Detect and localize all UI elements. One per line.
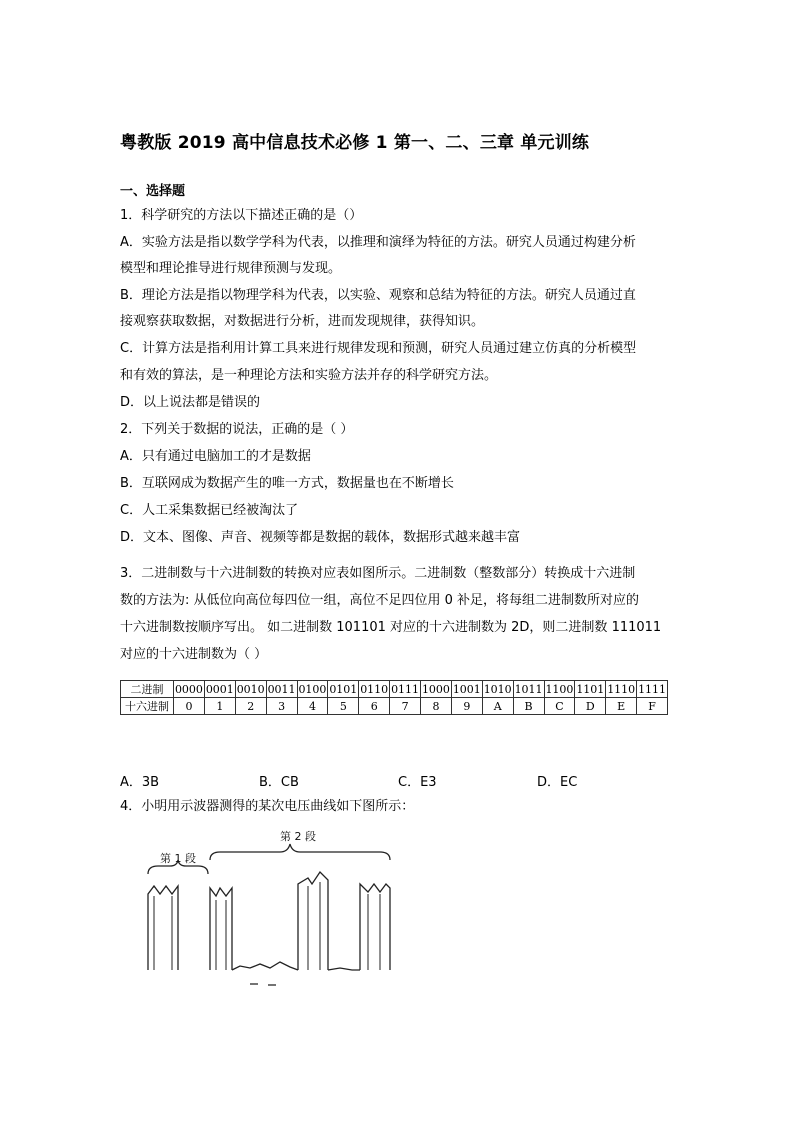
binary-cell: 0010 <box>236 682 265 696</box>
binary-cell: 0110 <box>360 682 389 696</box>
q1-option-a-line2: 模型和理论推导进行规律预测与发现。 <box>120 261 342 276</box>
oscilloscope-figure <box>140 822 420 990</box>
binary-cell: 0011 <box>267 682 296 696</box>
waveform-low-segment-2 <box>328 968 360 970</box>
q1-option-b-line1: B．理论方法是指以物理学科为代表，以实验、观察和总结为特征的方法。研究人员通过直 <box>120 288 636 303</box>
q2-option-b: B．互联网成为数据产生的唯一方式，数据量也在不断增长 <box>120 476 454 491</box>
binary-cell: 0001 <box>205 682 234 696</box>
hex-cell: A <box>482 698 513 715</box>
binary-cell: 1100 <box>545 682 574 696</box>
binary-cell: 0101 <box>329 682 358 696</box>
binary-cell: 0100 <box>298 682 327 696</box>
q3-stem-line3: 十六进制数按顺序写出。 如二进制数 101101 对应的十六进制数为 2D，则二进制数 111011 <box>120 620 662 635</box>
page-title: 粤教版 2019 高中信息技术必修 1 第一、二、三章 单元训练 <box>120 133 590 153</box>
hex-cell: 0 <box>174 698 205 715</box>
hex-row-label: 十六进制 <box>121 698 174 715</box>
binary-cell: 1010 <box>483 682 512 696</box>
segment-2-label: 第 2 段 <box>280 830 316 843</box>
binary-cell: 1001 <box>452 682 481 696</box>
hex-cell: 4 <box>297 698 328 715</box>
q1-option-a-line1: A．实验方法是指以数学学科为代表，以推理和演绎为特征的方法。研究人员通过构建分析 <box>120 235 636 250</box>
q2-stem: 2．下列关于数据的说法，正确的是（ ） <box>120 422 354 437</box>
q1-option-b-line2: 接观察获取数据，对数据进行分析，进而发现规律，获得知识。 <box>120 314 485 329</box>
hex-cell: D <box>575 698 606 715</box>
hex-cell: 9 <box>451 698 482 715</box>
binary-cell: 1101 <box>576 682 605 696</box>
q3-stem-line4: 对应的十六进制数为（ ） <box>120 647 268 662</box>
hex-cell: B <box>513 698 544 715</box>
hex-cell: 8 <box>421 698 452 715</box>
binary-row <box>121 681 668 698</box>
q2-option-c: C．人工采集数据已经被淘汰了 <box>120 503 299 518</box>
waveform-low-segment <box>232 962 298 970</box>
hex-cell: 6 <box>359 698 390 715</box>
q3-option-a: A．3B <box>120 775 160 790</box>
q2-option-d: D．文本、图像、声音、视频等都是数据的载体，数据形式越来越丰富 <box>120 530 521 545</box>
binary-cell: 1111 <box>638 682 667 696</box>
hex-cell: 5 <box>328 698 359 715</box>
waveform-pulse-3 <box>298 872 328 970</box>
hex-cell: 2 <box>235 698 266 715</box>
hex-cell: C <box>544 698 575 715</box>
binary-cell: 1000 <box>421 682 450 696</box>
binary-cell: 0000 <box>174 682 203 696</box>
q3-stem-line1: 3．二进制数与十六进制数的转换对应表如图所示。二进制数（整数部分）转换成十六进制 <box>120 566 636 581</box>
waveform-baseline-marks <box>250 984 276 985</box>
section-heading: 一、选择题 <box>120 184 186 199</box>
binary-cell: 0111 <box>391 682 420 696</box>
binary-cell: 1011 <box>514 682 543 696</box>
hex-row <box>121 698 668 715</box>
q3-option-c: C．E3 <box>398 775 437 790</box>
binary-cell: 1110 <box>607 682 636 696</box>
q1-option-d: D．以上说法都是错误的 <box>120 395 261 410</box>
q3-option-d: D．EC <box>537 775 578 790</box>
waveform-pulse-4 <box>360 884 390 970</box>
segment-1-label: 第 1 段 <box>160 852 196 865</box>
q3-option-b: B．CB <box>259 775 299 790</box>
waveform-pulse-2 <box>210 888 232 970</box>
segment-2-brace <box>210 844 390 860</box>
q4-stem: 4．小明用示波器测得的某次电压曲线如下图所示： <box>120 799 415 814</box>
q2-option-a: A．只有通过电脑加工的才是数据 <box>120 449 311 464</box>
q3-stem-line2: 数的方法为: 从低位向高位每四位一组，高位不足四位用 0 补足，将每组二进制数所对应的 <box>120 593 640 608</box>
q1-stem: 1．科学研究的方法以下描述正确的是（） <box>120 208 363 223</box>
hex-cell: 3 <box>266 698 297 715</box>
hex-cell: F <box>637 698 668 715</box>
binary-row-label: 二进制 <box>121 681 174 698</box>
binary-hex-table <box>120 680 668 715</box>
q1-option-c-line1: C．计算方法是指利用计算工具来进行规律发现和预测，研究人员通过建立仿真的分析模型 <box>120 341 637 356</box>
hex-cell: E <box>606 698 637 715</box>
waveform-pulse-1 <box>148 886 178 970</box>
hex-cell: 7 <box>390 698 421 715</box>
q1-option-c-line2: 和有效的算法，是一种理论方法和实验方法并存的科学研究方法。 <box>120 368 498 383</box>
hex-cell: 1 <box>204 698 235 715</box>
